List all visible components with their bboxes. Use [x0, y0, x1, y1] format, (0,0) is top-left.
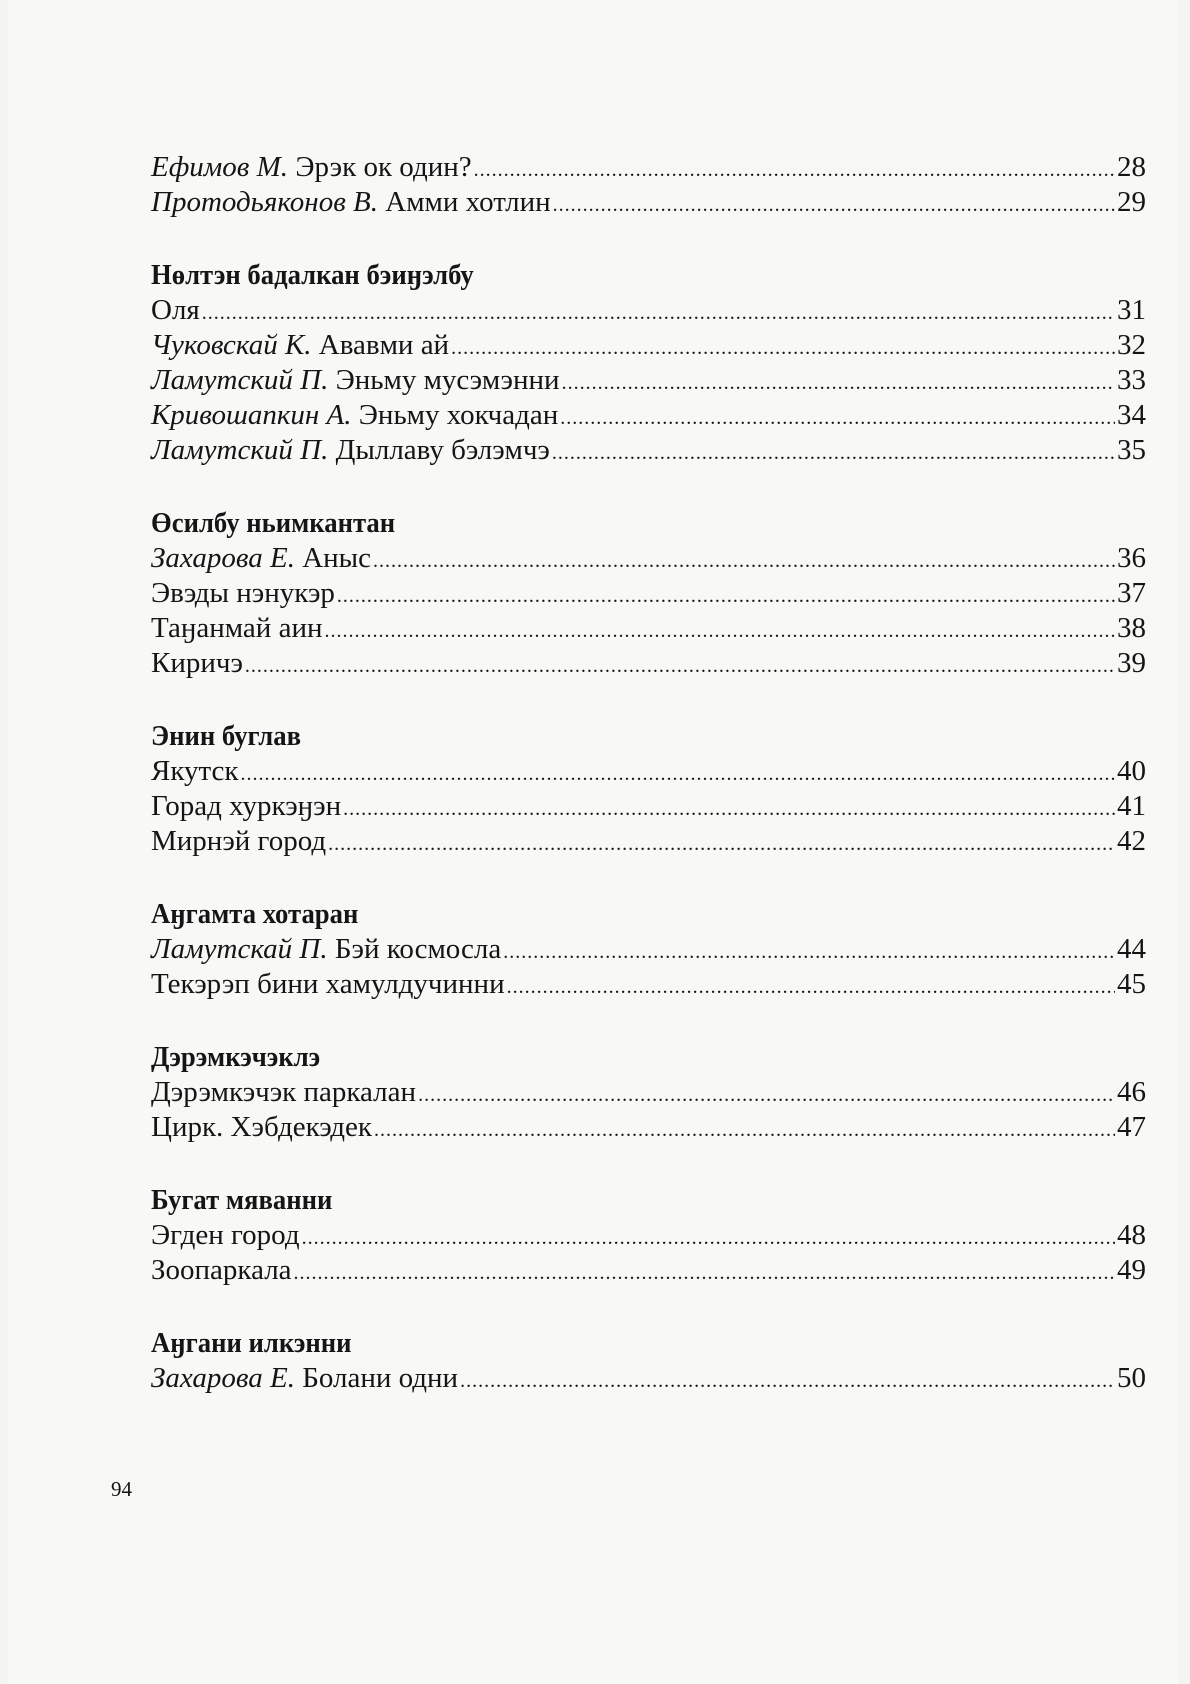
toc-section [151, 150, 1146, 220]
entry-title-group [151, 1075, 416, 1110]
dot-leader [460, 1364, 1115, 1399]
dot-leader [374, 1113, 1115, 1148]
entry-title-group [151, 328, 449, 363]
entry-page-number: 42 [1117, 825, 1146, 857]
dot-leader [560, 401, 1115, 436]
entry-page-number: 48 [1117, 1219, 1146, 1251]
dot-leader [562, 366, 1115, 401]
toc-entry[interactable] [151, 789, 1146, 824]
dot-leader [343, 792, 1115, 827]
entry-title-group [151, 932, 501, 967]
entry-title: Аваʙми ай [318, 329, 450, 361]
toc-entry[interactable] [151, 932, 1146, 967]
entry-page-number: 36 [1117, 542, 1146, 574]
toc-section [151, 258, 1146, 468]
toc-entry[interactable] [151, 541, 1146, 576]
entry-page-number: 34 [1117, 399, 1146, 431]
entry-title: Аныс [302, 542, 372, 574]
entry-title-group [151, 824, 326, 859]
section-heading: Нөлтэн бадалкан бэиӈэлбу [151, 259, 474, 291]
section-heading: Аӈгани илкэнни [151, 1327, 352, 1359]
dot-leader [507, 970, 1115, 1005]
entry-title: Эгден город [151, 1219, 300, 1251]
entry-title: Дэрэмкэчэк паркалан [151, 1076, 417, 1108]
entry-page-number: 37 [1117, 577, 1146, 609]
entry-author: Ефимов М. [151, 151, 289, 183]
toc-section [151, 1040, 1146, 1145]
toc-section [151, 506, 1146, 681]
toc-entry[interactable] [151, 611, 1146, 646]
dot-leader [241, 757, 1115, 792]
toc-entry[interactable] [151, 754, 1146, 789]
toc-section [151, 897, 1146, 1002]
entry-title-group [151, 646, 243, 681]
entry-page-number: 41 [1117, 790, 1146, 822]
entry-title-group [151, 967, 505, 1002]
entry-title: Оля [151, 294, 200, 326]
entry-title: Эвэды нэнукэр [151, 577, 335, 609]
dot-leader [245, 649, 1115, 684]
dot-leader [552, 436, 1115, 471]
entry-page-number: 38 [1117, 612, 1146, 644]
entry-title-group [151, 185, 551, 220]
dot-leader [328, 827, 1115, 862]
entry-title-group [151, 293, 200, 328]
page-number: 94 [111, 1477, 132, 1501]
entry-title-group [151, 541, 371, 576]
entry-title-group [151, 363, 560, 398]
toc-entry[interactable] [151, 150, 1146, 185]
entry-page-number: 32 [1117, 329, 1146, 361]
entry-title: Эрэк ок один? [295, 151, 472, 183]
entry-title: Дыллаву бэлэмчэ [335, 434, 550, 466]
toc-section [151, 719, 1146, 859]
entry-title-group [151, 433, 550, 468]
section-heading: Өсилбу ньимкантан [151, 507, 396, 539]
entry-title-group [151, 1253, 292, 1288]
entry-author: Кривошапкин А. [151, 399, 352, 431]
toc-entry[interactable] [151, 1361, 1146, 1396]
entry-title-group [151, 1361, 458, 1396]
entry-author: Захарова Е. [151, 542, 295, 574]
entry-title-group [151, 398, 558, 433]
toc-entry[interactable] [151, 433, 1146, 468]
dot-leader [451, 331, 1115, 366]
entry-page-number: 47 [1117, 1111, 1146, 1143]
entry-title: Болани одни [302, 1362, 459, 1394]
section-heading: Бугат мяванни [151, 1184, 333, 1216]
entry-title: Амми хотлин [385, 186, 551, 218]
entry-title-group [151, 1218, 300, 1253]
toc-entry[interactable] [151, 646, 1146, 681]
entry-title-group [151, 611, 322, 646]
section-heading: Аӈгамта хотаран [151, 898, 359, 930]
toc-entry[interactable] [151, 328, 1146, 363]
entry-title: Текэрэп бини хамулдучинни [151, 968, 505, 1000]
entry-title-group [151, 150, 472, 185]
entry-page-number: 50 [1117, 1362, 1146, 1394]
dot-leader [202, 296, 1115, 331]
entry-title: Эньму хокчадан [358, 399, 559, 431]
toc-section [151, 1183, 1146, 1288]
entry-title-group [151, 1110, 372, 1145]
entry-title: Зоопаркала [151, 1254, 292, 1286]
dot-leader [553, 188, 1115, 223]
section-heading: Дэрэмкэчэклэ [151, 1041, 321, 1073]
toc-entry[interactable] [151, 1110, 1146, 1145]
entry-page-number: 28 [1117, 151, 1146, 183]
toc-entry[interactable] [151, 824, 1146, 859]
entry-title: Якутск [151, 755, 239, 787]
entry-title: Таӈанмай аин [151, 612, 323, 644]
toc-entry[interactable] [151, 398, 1146, 433]
toc-entry[interactable] [151, 185, 1146, 220]
entry-title: Киричэ [151, 647, 243, 679]
dot-leader [324, 614, 1115, 649]
toc-entry[interactable] [151, 293, 1146, 328]
entry-title-group [151, 789, 341, 824]
book-page [8, 0, 1178, 1684]
entry-page-number: 46 [1117, 1076, 1146, 1108]
toc-section [151, 1326, 1146, 1396]
entry-page-number: 39 [1117, 647, 1146, 679]
entry-page-number: 33 [1117, 364, 1146, 396]
entry-author: Чуковскай К. [151, 329, 312, 361]
dot-leader [474, 153, 1115, 188]
toc-entry[interactable] [151, 1218, 1146, 1253]
entry-page-number: 35 [1117, 434, 1146, 466]
entry-title-group [151, 754, 239, 789]
entry-page-number: 45 [1117, 968, 1146, 1000]
entry-page-number: 29 [1117, 186, 1146, 218]
entry-title: Цирк. Хэбдекэдек [151, 1111, 372, 1143]
dot-leader [373, 544, 1115, 579]
entry-page-number: 44 [1117, 933, 1146, 965]
entry-title-group [151, 576, 335, 611]
entry-title: Эньму мусэмэнни [335, 364, 560, 396]
dot-leader [302, 1221, 1115, 1256]
dot-leader [503, 935, 1115, 970]
entry-title: Горад хуркэӈэн [151, 790, 342, 822]
toc-entry[interactable] [151, 1253, 1146, 1288]
entry-author: Захарова Е. [151, 1362, 295, 1394]
dot-leader [418, 1078, 1115, 1113]
toc-entry[interactable] [151, 576, 1146, 611]
toc-entry[interactable] [151, 363, 1146, 398]
dot-leader [337, 579, 1115, 614]
section-heading: Энин буглав [151, 720, 302, 752]
entry-author: Протодьяконов В. [151, 186, 379, 218]
toc-entry[interactable] [151, 967, 1146, 1002]
toc-entry[interactable] [151, 1075, 1146, 1110]
entry-title: Бэй космосла [334, 933, 502, 965]
entry-author: Ламутскай П. [151, 933, 328, 965]
entry-page-number: 49 [1117, 1254, 1146, 1286]
table-of-contents [151, 150, 1146, 1396]
entry-title: Мирнэй город [151, 825, 327, 857]
entry-page-number: 31 [1117, 294, 1146, 326]
entry-author: Ламутский П. [151, 364, 329, 396]
dot-leader [294, 1256, 1115, 1291]
entry-page-number: 40 [1117, 755, 1146, 787]
entry-author: Ламутский П. [151, 434, 329, 466]
